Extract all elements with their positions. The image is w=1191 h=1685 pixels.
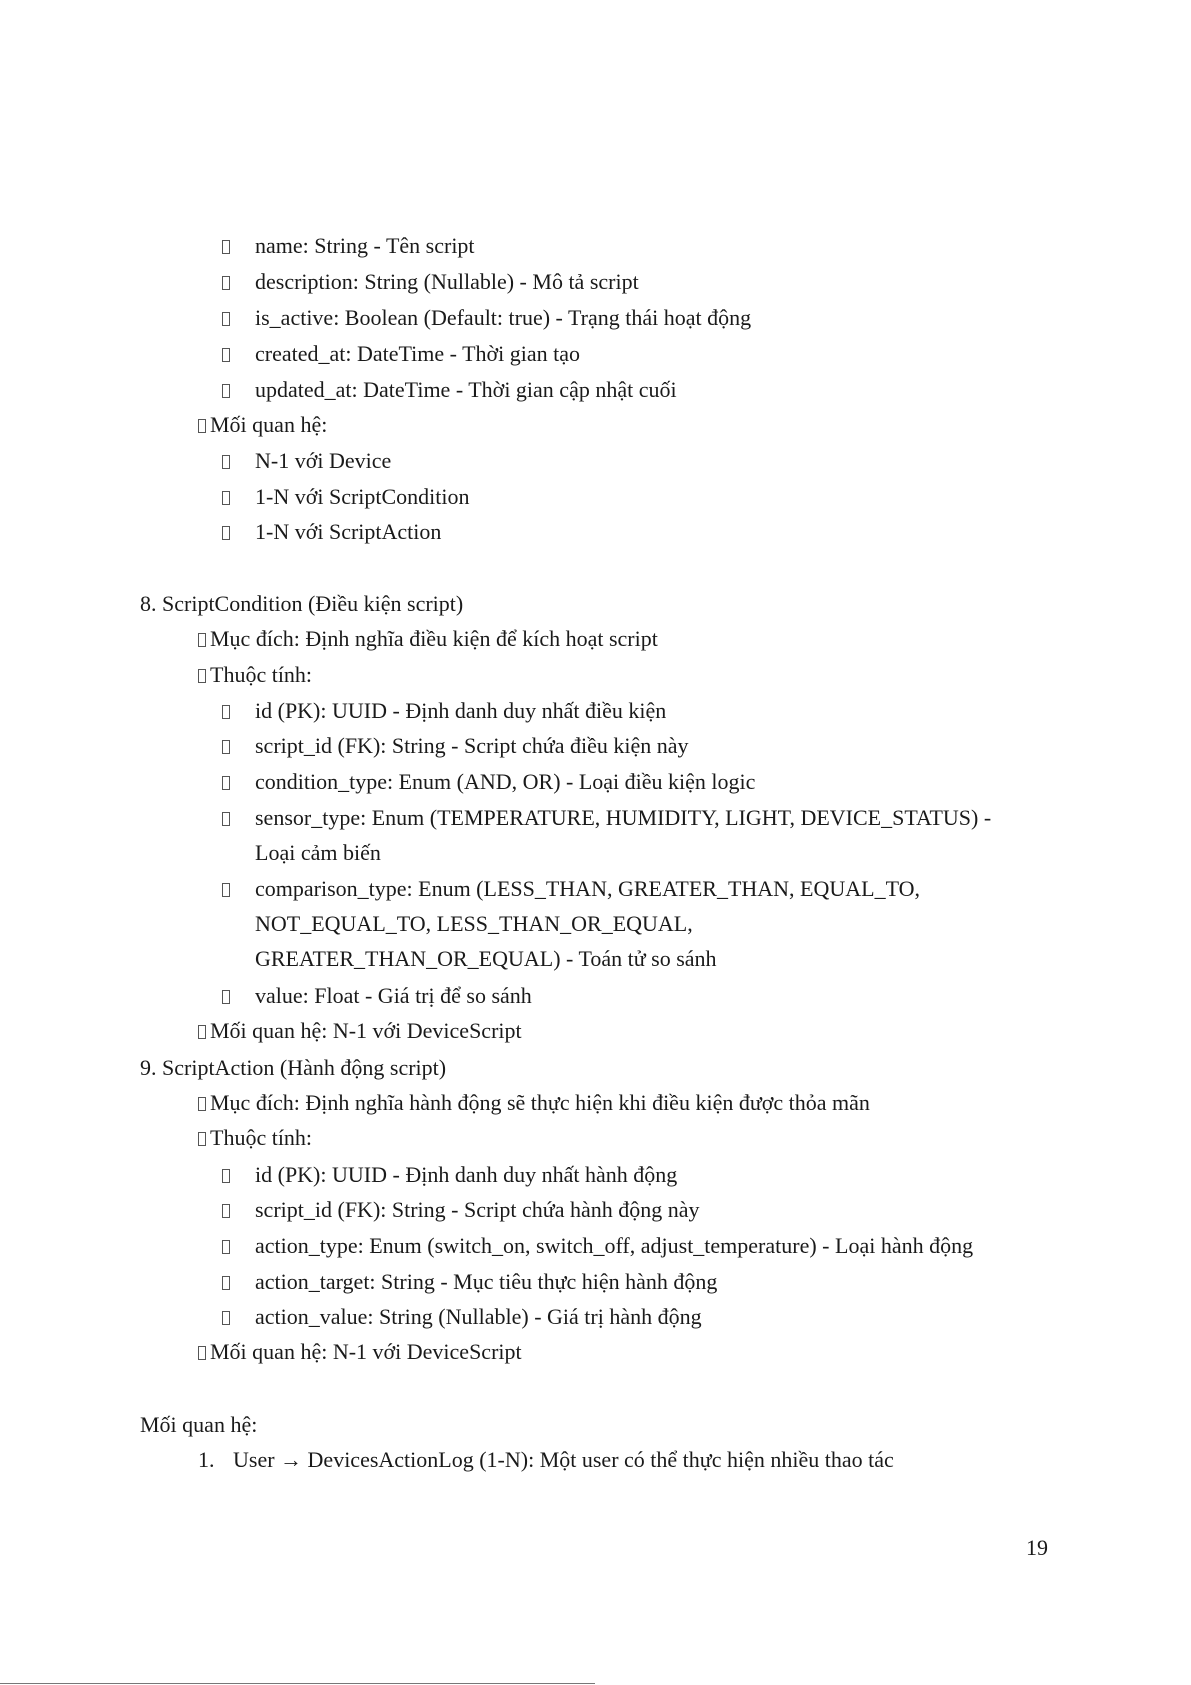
footer-rule bbox=[0, 1683, 595, 1684]
bullet-icon bbox=[198, 1346, 206, 1360]
bullet-icon bbox=[222, 875, 234, 903]
bullet-icon bbox=[198, 1132, 206, 1146]
attribute-item-continued: NOT_EQUAL_TO, LESS_THAN_OR_EQUAL, bbox=[255, 911, 693, 936]
attribute-item: created_at: DateTime - Thời gian tạo bbox=[255, 341, 581, 366]
attribute-item: id (PK): UUID - Định danh duy nhất hành động bbox=[255, 1162, 678, 1187]
attributes-label: Thuộc tính: bbox=[198, 661, 312, 689]
bullet-icon bbox=[222, 304, 234, 332]
attribute-item: updated_at: DateTime - Thời gian cập nhật cuối bbox=[255, 377, 677, 402]
attribute-item-continued: GREATER_THAN_OR_EQUAL) - Toán tử so sánh bbox=[255, 946, 717, 971]
purpose-line: Mục đích: Định nghĩa hành động sẽ thực hiện khi điều kiện được thỏa mãn bbox=[198, 1089, 870, 1117]
attribute-item: action_value: String (Nullable) - Giá trị hành động bbox=[255, 1304, 702, 1329]
attribute-item: action_type: Enum (switch_on, switch_off, adjust_temperature) - Loại hành động bbox=[255, 1233, 974, 1258]
bullet-icon bbox=[222, 1303, 234, 1331]
attribute-item: description: String (Nullable) - Mô tả script bbox=[255, 269, 639, 294]
bullet-icon bbox=[222, 982, 234, 1010]
bullet-icon bbox=[222, 1196, 234, 1224]
attribute-item: id (PK): UUID - Định danh duy nhất điều kiện bbox=[255, 698, 667, 723]
bullet-icon bbox=[222, 376, 234, 404]
bullet-icon bbox=[198, 1025, 206, 1039]
bullet-icon bbox=[222, 518, 234, 546]
bullet-icon bbox=[222, 768, 234, 796]
bullet-icon bbox=[198, 1097, 206, 1111]
relation-label: Mối quan hệ: bbox=[198, 411, 327, 439]
relations-heading: Mối quan hệ: bbox=[140, 1412, 258, 1437]
relation-item: 1-N với ScriptAction bbox=[255, 519, 442, 544]
bullet-icon bbox=[222, 483, 234, 511]
bullet-icon bbox=[222, 340, 234, 368]
attribute-item: value: Float - Giá trị để so sánh bbox=[255, 983, 532, 1008]
relation-item: N-1 với Device bbox=[255, 448, 392, 473]
section-heading: 9. ScriptAction (Hành động script) bbox=[140, 1055, 447, 1080]
purpose-line: Mục đích: Định nghĩa điều kiện để kích hoạt script bbox=[198, 625, 658, 653]
attribute-item: condition_type: Enum (AND, OR) - Loại điều kiện logic bbox=[255, 769, 756, 794]
bullet-icon bbox=[222, 732, 234, 760]
page-number: 19 bbox=[1026, 1535, 1048, 1560]
bullet-icon bbox=[198, 419, 206, 433]
attributes-label: Thuộc tính: bbox=[198, 1124, 312, 1152]
attribute-item: sensor_type: Enum (TEMPERATURE, HUMIDITY, LIGHT, DEVICE_STATUS) - bbox=[255, 805, 992, 830]
attribute-item: comparison_type: Enum (LESS_THAN, GREATER_THAN, EQUAL_TO, bbox=[255, 876, 921, 901]
attribute-item: is_active: Boolean (Default: true) - Trạng thái hoạt động bbox=[255, 305, 752, 330]
bullet-icon bbox=[222, 1232, 234, 1260]
relation-line: Mối quan hệ: N-1 với DeviceScript bbox=[198, 1338, 522, 1366]
bullet-icon bbox=[222, 232, 234, 260]
bullet-icon bbox=[222, 268, 234, 296]
relation-item: 1-N với ScriptCondition bbox=[255, 484, 470, 509]
bullet-icon bbox=[222, 697, 234, 725]
attribute-item: script_id (FK): String - Script chứa điều kiện này bbox=[255, 733, 689, 758]
bullet-icon bbox=[222, 447, 234, 475]
attribute-item: script_id (FK): String - Script chứa hành động này bbox=[255, 1197, 700, 1222]
attribute-item: name: String - Tên script bbox=[255, 233, 475, 258]
attribute-item-continued: Loại cảm biến bbox=[255, 840, 381, 865]
bullet-icon bbox=[198, 633, 206, 647]
relation-line: Mối quan hệ: N-1 với DeviceScript bbox=[198, 1017, 522, 1045]
bullet-icon bbox=[222, 804, 234, 832]
section-heading: 8. ScriptCondition (Điều kiện script) bbox=[140, 591, 464, 616]
attribute-item: action_target: String - Mục tiêu thực hiện hành động bbox=[255, 1269, 718, 1294]
bullet-icon bbox=[222, 1161, 234, 1189]
list-number: 1. bbox=[198, 1447, 215, 1472]
relation-list-item: User → DevicesActionLog (1-N): Một user có thể thực hiện nhiều thao tác bbox=[233, 1447, 894, 1472]
bullet-icon bbox=[198, 669, 206, 683]
bullet-icon bbox=[222, 1268, 234, 1296]
